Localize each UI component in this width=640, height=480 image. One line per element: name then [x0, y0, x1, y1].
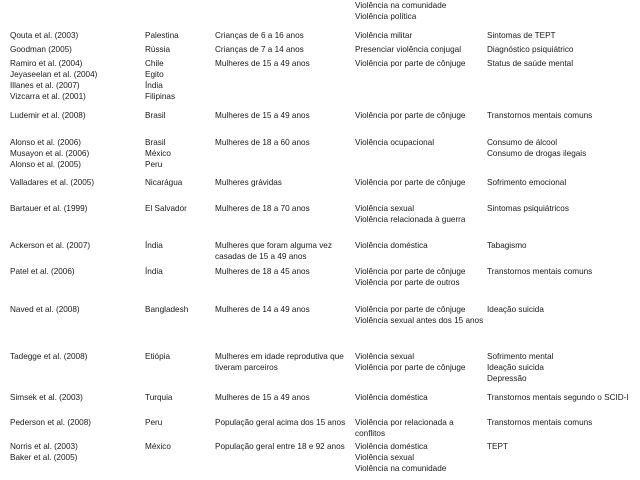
country-cell	[145, 240, 213, 251]
study-cell	[10, 30, 142, 41]
country-cell	[145, 392, 213, 403]
population-cell	[215, 58, 355, 69]
study-cell	[10, 304, 142, 315]
cell-line: Violência ocupacional	[355, 138, 435, 147]
violence-type-cell	[355, 392, 485, 403]
study-cell	[10, 266, 142, 277]
cell-line: Violência por parte de cônjuge	[355, 178, 466, 187]
cell-line: Jeyaseelan et al. (2004)	[10, 70, 98, 79]
country-cell	[145, 266, 213, 277]
study-cell	[10, 137, 142, 170]
cell-line: Ideação suicida	[487, 363, 544, 372]
cell-line: Tadegge et al. (2008)	[10, 352, 88, 361]
cell-line: Violência doméstica	[355, 442, 428, 451]
cell-line: População geral entre 18 e 92 anos	[215, 442, 345, 451]
study-cell	[10, 58, 142, 102]
cell-line: Bartauer et al. (1999)	[10, 204, 88, 213]
cell-line: Mulheres em idade reprodutiva que tiveram parceiros	[215, 352, 344, 372]
cell-line: Presenciar violência conjugal	[355, 45, 462, 54]
population-cell	[215, 44, 355, 55]
cell-line: Violência por relacionada a conflitos	[355, 418, 454, 438]
study-cell	[10, 177, 142, 188]
violence-type-cell	[355, 351, 485, 373]
cell-line: Egito	[145, 70, 164, 79]
cell-line: Mulheres de 14 a 49 anos	[215, 305, 310, 314]
cell-line: Diagnóstico psiquiátrico	[487, 45, 574, 54]
cell-line: Simsek et al. (2003)	[10, 393, 83, 402]
study-cell	[10, 392, 142, 403]
population-cell	[215, 30, 355, 41]
cell-line: Sintomas de TEPT	[487, 31, 556, 40]
violence-type-cell	[355, 137, 485, 148]
outcome-cell	[487, 203, 637, 214]
cell-line: Naved et al. (2008)	[10, 305, 80, 314]
violence-type-cell	[355, 266, 485, 288]
cell-line: Mulheres de 15 a 49 anos	[215, 111, 310, 120]
cell-line: Nicarágua	[145, 178, 183, 187]
cell-line: Sofrimento mental	[487, 352, 554, 361]
study-cell	[10, 203, 142, 214]
outcome-cell	[487, 177, 637, 188]
study-cell	[10, 240, 142, 251]
cell-line: Baker et al. (2005)	[10, 453, 78, 462]
cell-line: Rússia	[145, 45, 171, 54]
outcome-cell	[487, 30, 637, 41]
cell-line: Violência doméstica	[355, 241, 428, 250]
cell-line: Violência relacionada à guerra	[355, 215, 466, 224]
country-cell	[145, 417, 213, 428]
violence-type-cell	[355, 417, 485, 439]
cell-line: Mulheres de 15 a 49 anos	[215, 393, 310, 402]
study-cell	[10, 351, 142, 362]
cell-line: Violência por parte de cônjuge	[355, 111, 466, 120]
cell-line: México	[145, 442, 171, 451]
country-cell	[145, 30, 213, 41]
cell-line: Violência sexual	[355, 453, 415, 462]
outcome-cell	[487, 110, 637, 121]
population-cell	[215, 417, 355, 428]
outcome-cell	[487, 137, 637, 159]
cell-line: Brasil	[145, 111, 166, 120]
cell-line: Chile	[145, 59, 164, 68]
cell-line: Violência sexual	[355, 204, 415, 213]
population-cell	[215, 441, 355, 452]
cell-line: Consumo de drogas ilegais	[487, 149, 587, 158]
country-cell	[145, 351, 213, 362]
cell-line: Turquia	[145, 393, 173, 402]
cell-line: Alonso et al. (2005)	[10, 160, 82, 169]
cell-line: Transtornos mentais comuns	[487, 418, 593, 427]
outcome-cell	[487, 351, 637, 384]
population-cell	[215, 203, 355, 214]
outcome-cell	[487, 392, 637, 403]
cell-line: Violência na comunidade	[355, 464, 447, 473]
violence-type-cell	[355, 240, 485, 251]
country-cell	[145, 58, 213, 102]
study-cell	[10, 441, 142, 463]
cell-line: Brasil	[145, 138, 166, 147]
cell-line: Valladares et al. (2005)	[10, 178, 95, 187]
cell-line: Mulheres que foram alguma vez casadas de 15 a 49 anos	[215, 241, 332, 261]
violence-type-cell	[355, 0, 485, 22]
violence-type-cell	[355, 44, 485, 55]
cell-line: Violência sexual	[355, 352, 415, 361]
country-cell	[145, 177, 213, 188]
cell-line: Peru	[145, 418, 163, 427]
cell-line: Violência sexual antes dos 15 anos	[355, 316, 484, 325]
outcome-cell	[487, 44, 637, 55]
country-cell	[145, 441, 213, 452]
violence-type-cell	[355, 203, 485, 225]
cell-line: Violência por parte de outros	[355, 278, 460, 287]
cell-line: Ideação suicida	[487, 305, 544, 314]
country-cell	[145, 110, 213, 121]
study-cell	[10, 44, 142, 55]
cell-line: Ackerson et al. (2007)	[10, 241, 91, 250]
cell-line: Etiópia	[145, 352, 171, 361]
cell-line: Mulheres grávidas	[215, 178, 282, 187]
cell-line: Peru	[145, 160, 163, 169]
cell-line: Crianças de 6 a 16 anos	[215, 31, 304, 40]
population-cell	[215, 137, 355, 148]
cell-line: Violência por parte de cônjuge	[355, 267, 466, 276]
cell-line: Transtornos mentais comuns	[487, 111, 593, 120]
cell-line: Mulheres de 15 a 49 anos	[215, 59, 310, 68]
cell-line: Violência militar	[355, 31, 413, 40]
population-cell	[215, 266, 355, 277]
outcome-cell	[487, 266, 637, 277]
cell-line: Filipinas	[145, 92, 176, 101]
violence-type-cell	[355, 441, 485, 474]
cell-line: Musayon et al. (2006)	[10, 149, 90, 158]
violence-type-cell	[355, 58, 485, 69]
violence-type-cell	[355, 304, 485, 326]
population-cell	[215, 240, 355, 262]
cell-line: Mulheres de 18 a 70 anos	[215, 204, 310, 213]
cell-line: Goodman (2005)	[10, 45, 72, 54]
country-cell	[145, 203, 213, 214]
study-cell	[10, 110, 142, 121]
cell-line: Violência por parte de cônjuge	[355, 305, 466, 314]
outcome-cell	[487, 304, 637, 315]
cell-line: Tabagismo	[487, 241, 527, 250]
population-cell	[215, 351, 355, 373]
outcome-cell	[487, 240, 637, 251]
cell-line: Transtornos mentais comuns	[487, 267, 593, 276]
cell-line: Depressão	[487, 374, 527, 383]
outcome-cell	[487, 441, 637, 452]
cell-line: TEPT	[487, 442, 508, 451]
population-cell	[215, 177, 355, 188]
cell-line: Pederson et al. (2008)	[10, 418, 92, 427]
cell-line: Consumo de álcool	[487, 138, 558, 147]
country-cell	[145, 137, 213, 170]
cell-line: Sintomas psiquiátricos	[487, 204, 569, 213]
cell-line: Mulheres de 18 a 45 anos	[215, 267, 310, 276]
study-cell	[10, 417, 142, 428]
cell-line: Status de saúde mental	[487, 59, 574, 68]
cell-line: População geral acima dos 15 anos	[215, 418, 346, 427]
cell-line: Índia	[145, 267, 163, 276]
cell-line: Violência por parte de cônjuge	[355, 363, 466, 372]
cell-line: Patel et al. (2006)	[10, 267, 75, 276]
cell-line: México	[145, 149, 171, 158]
cell-line: Violência doméstica	[355, 393, 428, 402]
cell-line: Crianças de 7 a 14 anos	[215, 45, 304, 54]
cell-line: Vizcarra et al. (2001)	[10, 92, 86, 101]
cell-line: Ramiro et al. (2004)	[10, 59, 83, 68]
cell-line: Norris et al. (2003)	[10, 442, 78, 451]
cell-line: Índia	[145, 81, 163, 90]
cell-line: Violência política	[355, 12, 417, 21]
cell-line: Sofrimento emocional	[487, 178, 567, 187]
violence-type-cell	[355, 177, 485, 188]
cell-line: Transtornos mentais segundo o SCID-I	[487, 393, 629, 402]
cell-line: Palestina	[145, 31, 179, 40]
cell-line: Ludemir et al. (2008)	[10, 111, 86, 120]
cell-line: Mulheres de 18 a 60 anos	[215, 138, 310, 147]
cell-line: Illanes et al. (2007)	[10, 81, 80, 90]
violence-type-cell	[355, 110, 485, 121]
population-cell	[215, 304, 355, 315]
cell-line: El Salvador	[145, 204, 187, 213]
cell-line: Violência na comunidade	[355, 1, 447, 10]
outcome-cell	[487, 58, 637, 69]
cell-line: Índia	[145, 241, 163, 250]
cell-line: Bangladesh	[145, 305, 189, 314]
cell-line: Qouta et al. (2003)	[10, 31, 79, 40]
population-cell	[215, 110, 355, 121]
country-cell	[145, 44, 213, 55]
cell-line: Alonso et al. (2006)	[10, 138, 82, 147]
outcome-cell	[487, 417, 637, 428]
country-cell	[145, 304, 213, 315]
population-cell	[215, 392, 355, 403]
violence-type-cell	[355, 30, 485, 41]
cell-line: Violência por parte de cônjuge	[355, 59, 466, 68]
